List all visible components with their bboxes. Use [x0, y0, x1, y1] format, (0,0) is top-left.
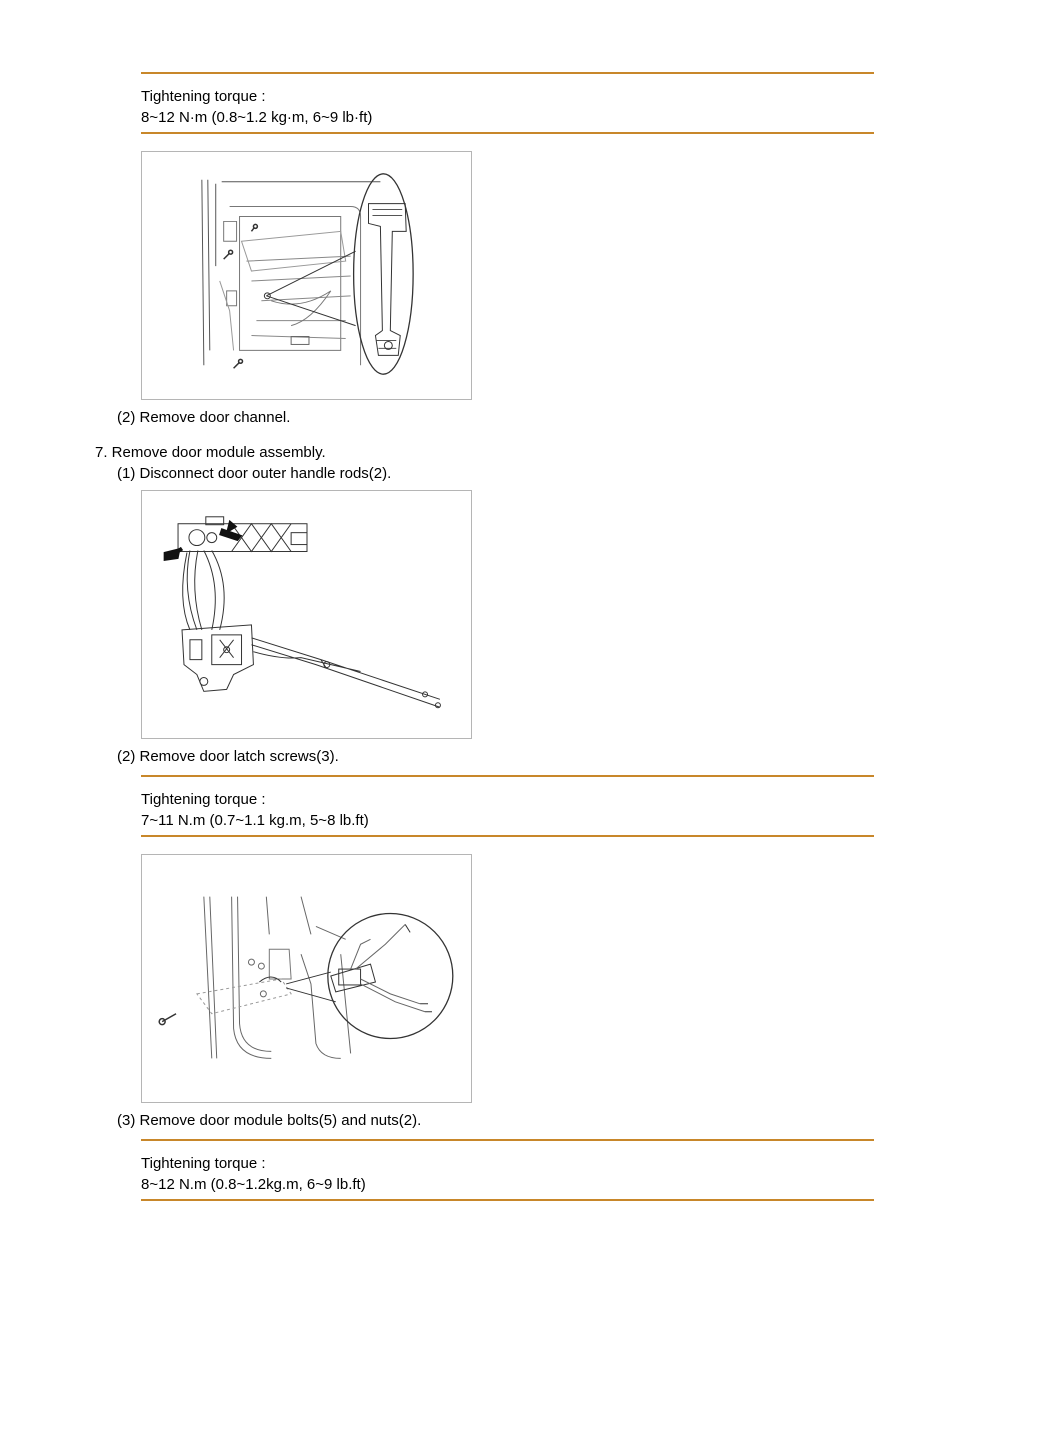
step-remove-door-module-bolts: (3) Remove door module bolts(5) and nuts(2). [117, 1112, 422, 1129]
torque-heading: Tightening torque : [141, 791, 266, 808]
torque-value: 8~12 N.m (0.8~1.2kg.m, 6~9 lb.ft) [141, 1176, 366, 1193]
torque-note-2 [141, 775, 874, 837]
outer-handle-rods-illustration [141, 490, 472, 739]
torque-note-3 [141, 1139, 874, 1201]
door-latch-screws-illustration [141, 854, 472, 1103]
step-remove-door-channel: (2) Remove door channel. [117, 409, 291, 426]
step-7-remove-door-module: 7. Remove door module assembly. [95, 444, 326, 461]
step-disconnect-outer-handle-rods: (1) Disconnect door outer handle rods(2). [117, 465, 392, 482]
torque-heading: Tightening torque : [141, 1155, 266, 1172]
step-remove-door-latch-screws: (2) Remove door latch screws(3). [117, 748, 339, 765]
door-channel-illustration [141, 151, 472, 400]
torque-value: 7~11 N.m (0.7~1.1 kg.m, 5~8 lb.ft) [141, 812, 369, 829]
torque-heading: Tightening torque : [141, 88, 266, 105]
torque-note-1 [141, 72, 874, 134]
torque-value: 8~12 N·m (0.8~1.2 kg·m, 6~9 lb·ft) [141, 109, 373, 126]
